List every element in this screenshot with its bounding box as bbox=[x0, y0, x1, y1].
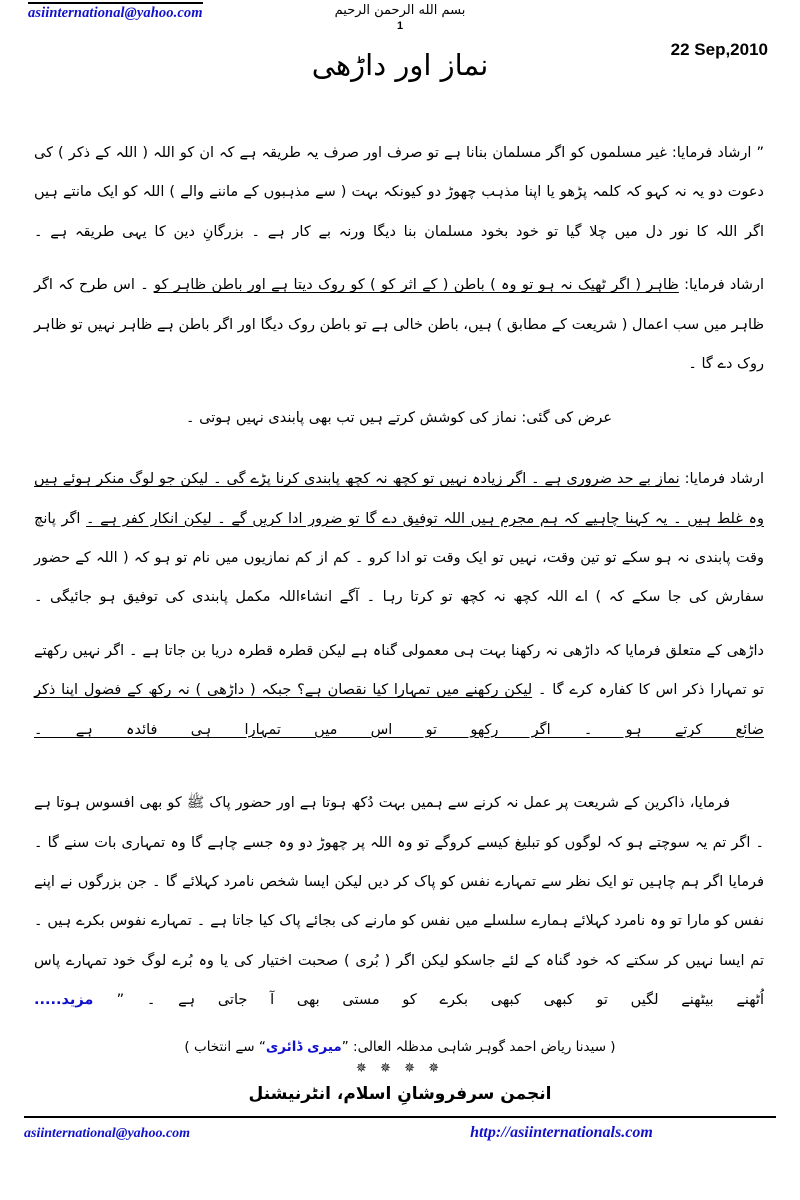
attribution-suffix: “ سے انتخاب ) bbox=[184, 1038, 266, 1055]
attribution-source-title: میری ڈائری bbox=[265, 1038, 342, 1055]
paragraph-p5 bbox=[34, 632, 764, 750]
paragraph-spacer bbox=[34, 764, 764, 784]
text-run: ارشاد فرمایا: bbox=[678, 277, 764, 294]
paragraph-p2 bbox=[34, 266, 764, 384]
paragraph-p6 bbox=[34, 784, 764, 1021]
paragraph-p1 bbox=[34, 134, 764, 252]
page-number: 1 bbox=[396, 20, 404, 32]
attribution-prefix: ( سیدنا ریاض احمد گوہر شاہی مدظلہ العالی: ” bbox=[341, 1038, 616, 1055]
footer-website-link[interactable]: http://asiinternationals.com bbox=[470, 1123, 653, 1141]
text-run: ۔ اس طرح کہ اگر ظاہر میں سب اعمال ( شریعت کے مطابق ) ہیں، باطن خالی ہے تو باطن روک دیگا اور اگر باطن ہے ظاہر نہیں تو ظاہر روک دے گا ۔ bbox=[34, 277, 764, 373]
header-email-link[interactable]: asiinternational@yahoo.com bbox=[28, 2, 203, 22]
paragraph-p3 bbox=[34, 399, 764, 438]
paragraph-spacer bbox=[34, 452, 764, 460]
emphasised-text-run: نماز بے حد ضروری ہے ۔ اگر زیادہ نہیں تو کچھ نہ کچھ پابندی کرنا پڑے گی ۔ لیکن جو لوگ منکر ہوئے ہیں وہ غلط ہیں ۔ یہ کہنا چاہیے کہ ہم مجرم ہیں اللہ توفیق دے گا تو ضرور ادا کریں گے ۔ لیکن انکار کفر ہے ۔ bbox=[34, 471, 765, 527]
page-title: نماز اور داڑھی bbox=[311, 48, 489, 82]
text-run: فرمایا، ذاکرین کے شریعت پر عمل نہ کرنے سے ہمیں بہت دُکھ ہوتا ہے اور حضور پاک ﷺ کو بھی افسوس ہوتا ہے ۔ اگر تم یہ سوچتے ہو کہ لوگوں کو تبلیغ کیسے کروگے تو وہ اللہ پر چھوڑ دو وہ جسے چاہے گا وہ تمہاری بات سنے گا ۔ فرمایا اگر ہم چاہیں تو ایک نظر سے تمہارے نفس کو پاک کر دیں لیکن ایسا شخص نامرد کہلائے گا ۔ جن بزرگوں نے اپنے نفس کو مارا تو وہ نامرد کہلائے ہمارے سلسلے میں نفس کو مارنے کی بجائے پاک کیا جاتا ہے ۔ تمہارے نفوس بکرے ہیں ۔ تم ایسا نہیں کر سکتے کہ خود گناہ کے لئے جاسکو لیکن اگر ( بُری ) صحبت اختیار کی یا وہ بُرے لوگ خود تمہارے پاس اُٹھنے بیٹھنے لگیں تو کبھی کبھی بکرے کو مستی بھی آ جاتی ہے ۔ ” bbox=[34, 795, 764, 1009]
emphasised-text-run: ظاہر ( اگر ٹھیک نہ ہو تو وہ ) باطن ( کے اثر کو ) کو روک دیتا ہے اور باطن ظاہر کو bbox=[154, 277, 679, 294]
emphasised-text-run: لیکن رکھنے میں تمہارا کیا نقصان ہے؟ جبکہ ( داڑھی ) نہ رکھ کے فضول اپنا ذکر ضائع کرتے ہو ۔ اگر رکھو تو اس میں تمہارا ہی فائدہ ہے ۔ bbox=[34, 682, 764, 738]
footer-links bbox=[10, 1118, 790, 1142]
footer-email-link[interactable]: asiinternational@yahoo.com bbox=[24, 1125, 191, 1141]
text-run: اگر پانچ وقت پابندی نہ ہو سکے تو تین وقت، نہیں تو ایک وقت تو ادا کرو ۔ کم از کم نمازیوں میں نام تو ہو کہ ( اللہ کے حضور سفارش کی جا سکے کہ ) اے اللہ کچھ نہ کچھ تو کرتا رہا ۔ آگے انشاءاللہ مکمل پابندی کی توفیق ہو جائیگی ۔ bbox=[34, 510, 764, 606]
text-run: داڑھی کے متعلق فرمایا کہ داڑھی نہ رکھنا بہت ہی معمولی گناہ ہے لیکن قطرہ قطرہ دریا بن جاتا ہے ۔ اگر نہیں رکھتے تو تمہارا ذکر اس کا کفارہ کرے گا ۔ bbox=[34, 642, 764, 699]
attribution bbox=[10, 1039, 790, 1055]
document-date: 22 Sep,2010 bbox=[670, 40, 768, 59]
text-run: ارشاد فرمایا: bbox=[679, 471, 764, 488]
read-more-link[interactable]: مزید..... bbox=[34, 992, 117, 1009]
diamond-separator-icon: ✵ ✵ ✵ ✵ bbox=[355, 1059, 445, 1075]
document-header bbox=[10, 0, 790, 112]
text-run: عرض کی گئی: نماز کی کوشش کرتے ہیں تب بھی پابندی نہیں ہوتی ۔ bbox=[186, 409, 612, 426]
document-body bbox=[10, 134, 790, 1021]
paragraph-p4 bbox=[34, 460, 764, 618]
bismillah-text: بسم الله الرحمن الرحيم bbox=[334, 3, 466, 18]
text-run: ” ارشاد فرمایا: غیر مسلموں کو اگر مسلمان بنانا ہے تو صرف اور صرف یہ طریقہ ہے کہ ان کو اللہ ( اللہ کے ذکر ) کی دعوت دو یہ نہ کہو کہ کلمہ پڑھو یا اپنا مذہب چھوڑ دو کیونکہ بہت ( سے مذہبوں کے ماننے والے ) اللہ کو ایک مانتے ہیں اگر اللہ کا نور دل میں چلا گیا تو خود بخود مسلمان بنا دیگا ورنہ بے کار ہے ۔ بزرگانِ دین کا یہی طریقہ ہے ۔ bbox=[34, 145, 764, 240]
organization-name: انجمن سرفروشانِ اسلام، انٹرنیشنل bbox=[248, 1083, 552, 1104]
